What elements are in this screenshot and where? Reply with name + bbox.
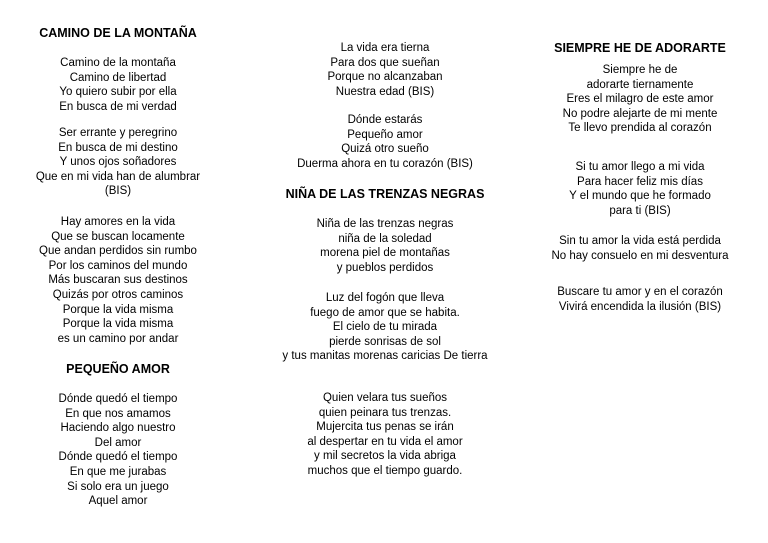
lyric-line: La vida era tierna [340,42,430,54]
lyric-line: Si solo era un juego [67,480,169,493]
song-title-nina-de-las-trenzas-negras: NIÑA DE LAS TRENZAS NEGRAS [285,187,485,201]
lyric-line: En que me jurabas [69,465,167,478]
lyric-line: Porque la vida misma [62,318,174,331]
stanza [280,113,490,171]
lyric-line: Del amor [94,436,142,449]
stanza [280,217,490,275]
lyric-line: Más buscaran sus destinos [48,274,188,287]
lyric-line: Que andan perdidos sin rumbo [39,245,197,258]
lyric-line: Y el mundo que he formado para ti (BIS) [569,190,711,217]
stanza [535,234,745,263]
lyric-line: Hay amores en la vida [60,216,176,228]
lyric-line: Yo quiero subir por ella [59,86,177,99]
lyric-line: muchos que el tiempo guardo. [307,464,463,477]
lyric-line: Siempre he de adorarte tiernamente [586,64,694,91]
stanza [280,391,490,479]
lyric-line: Camino de libertad [69,71,167,84]
lyric-line: Dónde quedó el tiempo [58,393,178,405]
stanza [28,392,208,509]
lyric-line: Dónde quedó el tiempo [58,451,178,464]
lyric-line: y pueblos perdidos [336,261,434,274]
lyric-line: El cielo de tu mirada [332,321,438,334]
lyric-line: pierde sonrisas de sol [329,335,441,348]
lyric-line: Te llevo prendida al corazón [568,122,712,135]
lyric-line: Duerma ahora en tu corazón (BIS) [297,157,473,170]
stanza [280,291,490,364]
lyric-line: Camino de la montaña [60,57,176,69]
lyric-line: Que en mi vida han de alumbrar (BIS) [35,170,201,198]
lyric-line: Porque la vida misma [62,303,174,316]
lyric-line: En busca de mi destino [58,141,178,154]
lyric-line: Y unos ojos soñadores [59,156,177,169]
stanza [535,285,745,314]
lyric-line: Quizás por otros caminos [52,288,184,301]
stanza [535,63,745,136]
lyric-line: Vivirá encendida la ilusión (BIS) [558,300,722,313]
stanza [535,160,745,218]
song-title-siempre-he-de-adorarte: SIEMPRE HE DE ADORARTE [554,41,726,55]
lyric-line: Aquel amor [88,495,148,508]
lyric-line: Buscare tu amor y en el corazón [557,286,723,298]
lyric-line: Para hacer feliz mis días [577,175,703,188]
lyric-line: Mujercita tus penas se irán [316,421,454,434]
song-title-camino-de-la-montana: CAMINO DE LA MONTAÑA [39,26,197,40]
lyric-line: Quizá otro sueño [341,143,429,156]
stanza [28,126,208,199]
lyric-line: Quien velara tus sueños [322,392,448,404]
lyric-line: No hay consuelo en mi desventura [551,249,729,262]
lyric-line: Si tu amor llego a mi vida [575,161,705,173]
lyric-line: Dónde estarás [347,114,423,126]
stanza [28,56,208,114]
lyric-line: morena piel de montañas [320,247,450,260]
lyric-line: al despertar en tu vida el amor [307,435,463,448]
lyric-line: es un camino por andar [57,332,179,345]
lyric-line: Eres el milagro de este amor [566,93,714,106]
lyric-line: Niña de las trenzas negras [316,218,454,230]
lyric-line: Ser errante y peregrino [58,127,178,139]
lyric-line: Pequeño amor [347,128,423,141]
lyric-line: Luz del fogón que lleva [325,292,445,304]
stanza [28,215,208,346]
lyric-line: y mil secretos la vida abriga [314,450,456,463]
song-title-pequeno-amor: PEQUEÑO AMOR [66,362,170,376]
lyric-line: Haciendo algo nuestro [60,422,176,435]
lyric-line: quien peinara tus trenzas. [318,406,452,419]
lyric-line: niña de la soledad [338,232,432,245]
stanza [280,41,490,99]
lyric-line: En que nos amamos [65,407,171,420]
lyric-line: Porque no alcanzaban [327,71,443,84]
lyric-line: fuego de amor que se habita. [310,306,460,319]
lyric-line: Sin tu amor la vida está perdida [559,235,721,247]
lyric-line: En busca de mi verdad [59,100,177,113]
lyric-line: Por los caminos del mundo [48,259,188,272]
lyric-line: No podre alejarte de mi mente [562,107,718,120]
lyric-line: Que se buscan locamente [51,230,185,243]
lyric-line: Para dos que sueñan [330,56,440,69]
lyric-line: y tus manitas morenas caricias De tierra [282,350,488,363]
lyric-line: Nuestra edad (BIS) [335,85,435,98]
